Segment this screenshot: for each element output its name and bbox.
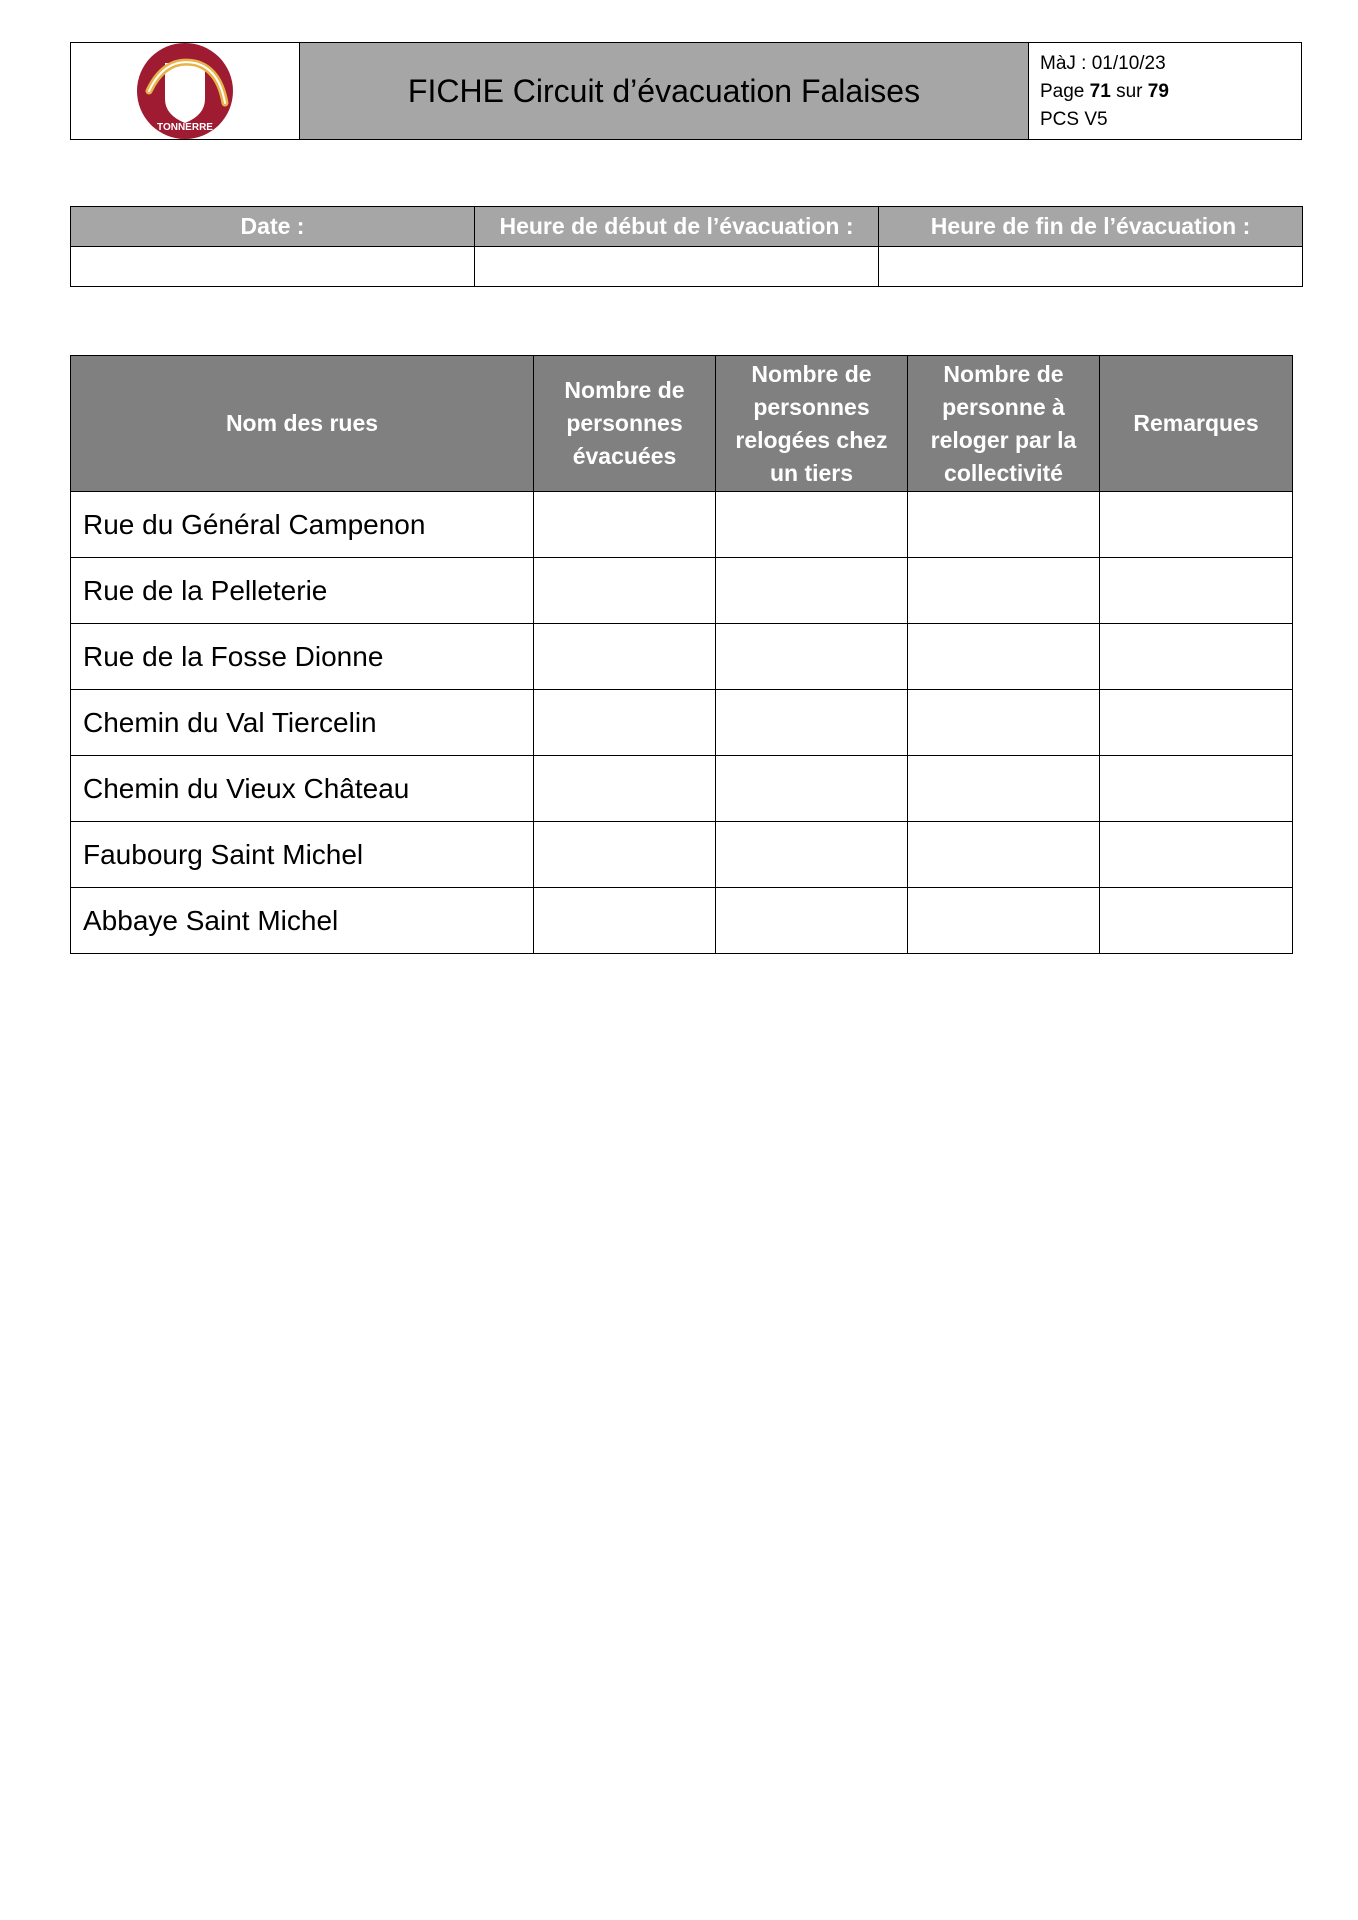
evacuated-cell[interactable]: [534, 690, 716, 756]
start-time-header: Heure de début de l’évacuation :: [475, 207, 879, 247]
to-rehouse-cell[interactable]: [908, 888, 1100, 954]
start-time-cell[interactable]: [475, 247, 879, 287]
date-header: Date :: [71, 207, 475, 247]
remarks-header: Remarques: [1100, 356, 1293, 492]
table-row: [71, 822, 1293, 888]
to-rehouse-cell[interactable]: [908, 822, 1100, 888]
end-time-header: Heure de fin de l’évacuation :: [879, 207, 1303, 247]
to-rehouse-cell[interactable]: [908, 492, 1100, 558]
table-row: [71, 690, 1293, 756]
evacuated-cell[interactable]: [534, 624, 716, 690]
street-name: Abbaye Saint Michel: [71, 888, 534, 954]
logo-cell: [71, 43, 300, 139]
remarks-cell[interactable]: [1100, 558, 1293, 624]
evacuated-cell[interactable]: [534, 558, 716, 624]
evacuated-cell[interactable]: [534, 822, 716, 888]
to-rehouse-cell[interactable]: [908, 690, 1100, 756]
remarks-cell[interactable]: [1100, 492, 1293, 558]
table-row: [71, 756, 1293, 822]
evacuated-count-header: Nombre de personnes évacuées: [534, 356, 716, 492]
to-rehouse-cell[interactable]: [908, 558, 1100, 624]
table-row: [71, 492, 1293, 558]
end-time-cell[interactable]: [879, 247, 1303, 287]
evacuated-cell[interactable]: [534, 492, 716, 558]
page-title: FICHE Circuit d’évacuation Falaises: [300, 43, 1029, 139]
evacuated-cell[interactable]: [534, 756, 716, 822]
version-label: PCS V5: [1040, 109, 1108, 130]
table-row: [71, 558, 1293, 624]
logo-text: TONNERRE: [157, 122, 213, 133]
date-cell[interactable]: [71, 247, 475, 287]
remarks-cell[interactable]: [1100, 690, 1293, 756]
street-name: Rue de la Pelleterie: [71, 558, 534, 624]
rehoused-cell[interactable]: [716, 492, 908, 558]
street-name: Rue du Général Campenon: [71, 492, 534, 558]
to-rehouse-cell[interactable]: [908, 624, 1100, 690]
to-rehouse-header: Nombre de personne à reloger par la collectivité: [908, 356, 1100, 492]
document-header: [70, 42, 1302, 140]
evacuated-cell[interactable]: [534, 888, 716, 954]
to-rehouse-cell[interactable]: [908, 756, 1100, 822]
document-meta: [1029, 43, 1301, 139]
remarks-cell[interactable]: [1100, 756, 1293, 822]
rehoused-cell[interactable]: [716, 624, 908, 690]
rehoused-cell[interactable]: [716, 822, 908, 888]
evacuation-times-table: [70, 206, 1303, 287]
remarks-cell[interactable]: [1100, 822, 1293, 888]
street-name: Rue de la Fosse Dionne: [71, 624, 534, 690]
update-date: MàJ : 01/10/23: [1040, 53, 1166, 74]
streets-table: [70, 355, 1293, 954]
remarks-cell[interactable]: [1100, 624, 1293, 690]
street-name: Chemin du Vieux Château: [71, 756, 534, 822]
street-name: Chemin du Val Tiercelin: [71, 690, 534, 756]
page-indicator: Page 71 sur 79: [1040, 81, 1169, 102]
rehoused-cell[interactable]: [716, 558, 908, 624]
street-name-header: Nom des rues: [71, 356, 534, 492]
tonnerre-logo: [135, 41, 235, 141]
table-row: [71, 888, 1293, 954]
rehoused-cell[interactable]: [716, 756, 908, 822]
rehoused-cell[interactable]: [716, 690, 908, 756]
remarks-cell[interactable]: [1100, 888, 1293, 954]
street-name: Faubourg Saint Michel: [71, 822, 534, 888]
rehoused-third-party-header: Nombre de personnes relogées chez un tiers: [716, 356, 908, 492]
table-row: [71, 624, 1293, 690]
rehoused-cell[interactable]: [716, 888, 908, 954]
